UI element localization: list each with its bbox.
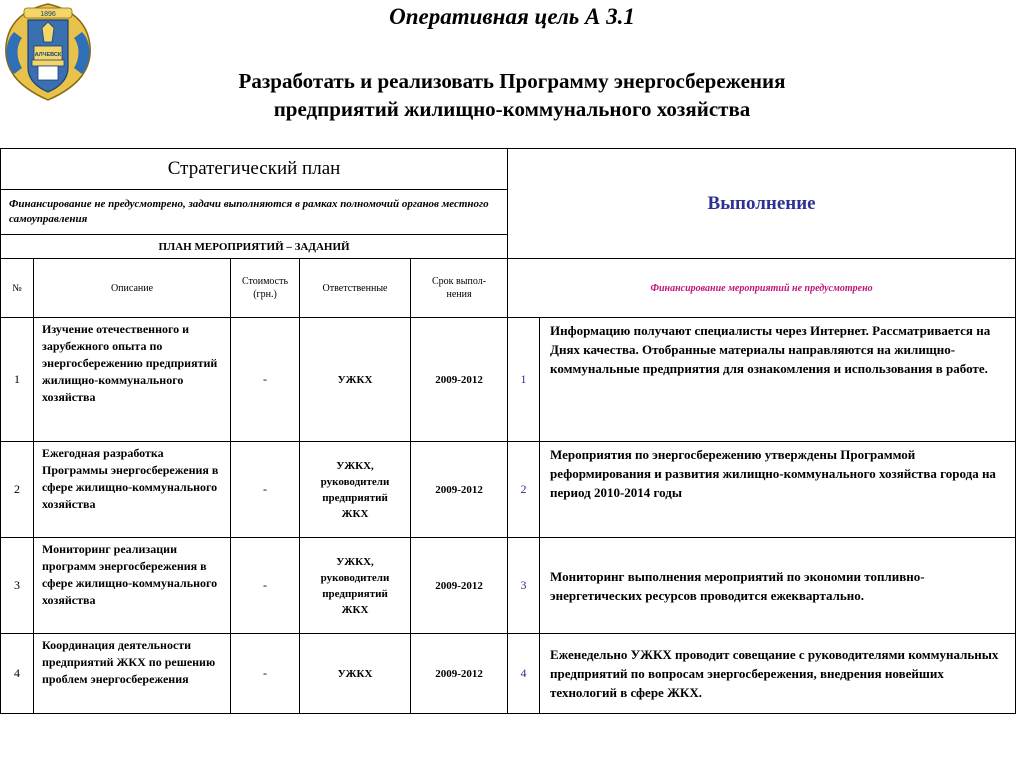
row-description: Изучение отечественного и зарубежного опыта по энергосбережению предприятий жилищно-коммунального хозяйства bbox=[34, 318, 231, 442]
column-header-responsible: Ответственные bbox=[300, 259, 411, 318]
goal-title: Оперативная цель А 3.1 bbox=[389, 4, 635, 29]
row-result: Мероприятия по энергосбережению утверждены Программой реформирования и развития жилищно-коммунального хозяйства города на период 2010-2014 годы bbox=[540, 442, 1016, 538]
row-cost: - bbox=[231, 442, 300, 538]
row-exec-num: 4 bbox=[508, 634, 540, 714]
row-exec-num: 2 bbox=[508, 442, 540, 538]
svg-text:1896: 1896 bbox=[40, 11, 56, 18]
row-responsible: УЖКХ, руководители предприятий ЖКХ bbox=[300, 442, 411, 538]
svg-text:АЛЧЕВСК: АЛЧЕВСК bbox=[34, 52, 62, 58]
table-row bbox=[1, 538, 1016, 634]
row-term: 2009-2012 bbox=[411, 634, 508, 714]
column-header-description: Описание bbox=[34, 259, 231, 318]
main-title bbox=[160, 67, 864, 123]
row-num: 2 bbox=[1, 442, 34, 538]
row-term: 2009-2012 bbox=[411, 442, 508, 538]
row-result: Мониторинг выполнения мероприятий по экономии топливно-энергетических ресурсов проводится ежеквартально. bbox=[540, 538, 1016, 634]
column-header-num: № bbox=[1, 259, 34, 318]
row-exec-num: 1 bbox=[508, 318, 540, 442]
plan-header: ПЛАН МЕРОПРИЯТИЙ – ЗАДАНИЙ bbox=[1, 235, 508, 259]
row-result: Информацию получают специалисты через Интернет. Рассматривается на Днях качества. Отобранные материалы направляются на жилищно-коммунальные предприятия для ознакомления и использования в работе. bbox=[540, 318, 1016, 442]
row-responsible: УЖКХ bbox=[300, 318, 411, 442]
row-description: Ежегодная разработка Программы энергосбережения в сфере жилищно-коммунального хозяйства bbox=[34, 442, 231, 538]
table-row bbox=[1, 442, 1016, 538]
row-num: 4 bbox=[1, 634, 34, 714]
row-num: 1 bbox=[1, 318, 34, 442]
row-description: Мониторинг реализации программ энергосбережения в сфере жилищно-коммунального хозяйства bbox=[34, 538, 231, 634]
row-responsible: УЖКХ bbox=[300, 634, 411, 714]
execution-financing-note: Финансирование мероприятий не предусмотрено bbox=[508, 259, 1016, 318]
row-num: 3 bbox=[1, 538, 34, 634]
table-row bbox=[1, 634, 1016, 714]
main-title-line1: Разработать и реализовать Программу энергосбережения bbox=[238, 69, 786, 93]
column-header-cost: Стоимость (грн.) bbox=[231, 259, 300, 318]
row-term: 2009-2012 bbox=[411, 318, 508, 442]
table-row bbox=[1, 318, 1016, 442]
financing-note: Финансирование не предусмотрено, задачи выполняются в рамках полномочий органов местного самоуправления bbox=[1, 190, 508, 235]
row-cost: - bbox=[231, 634, 300, 714]
strategic-plan-header: Стратегический план bbox=[1, 149, 508, 190]
plan-table bbox=[0, 148, 1016, 714]
main-title-line2: предприятий жилищно-коммунального хозяйства bbox=[273, 97, 751, 121]
column-header-term: Срок выпол-нения bbox=[411, 259, 508, 318]
row-result: Еженедельно УЖКХ проводит совещание с руководителями коммунальных предприятий по вопросам энергосбережения, внедрения новейших технологий в сфере ЖКХ. bbox=[540, 634, 1016, 714]
row-responsible: УЖКХ, руководители предприятий ЖКХ bbox=[300, 538, 411, 634]
execution-header: Выполнение bbox=[508, 149, 1016, 259]
row-cost: - bbox=[231, 318, 300, 442]
row-term: 2009-2012 bbox=[411, 538, 508, 634]
row-exec-num: 3 bbox=[508, 538, 540, 634]
row-cost: - bbox=[231, 538, 300, 634]
row-description: Координация деятельности предприятий ЖКХ по решению проблем энергосбережения bbox=[34, 634, 231, 714]
